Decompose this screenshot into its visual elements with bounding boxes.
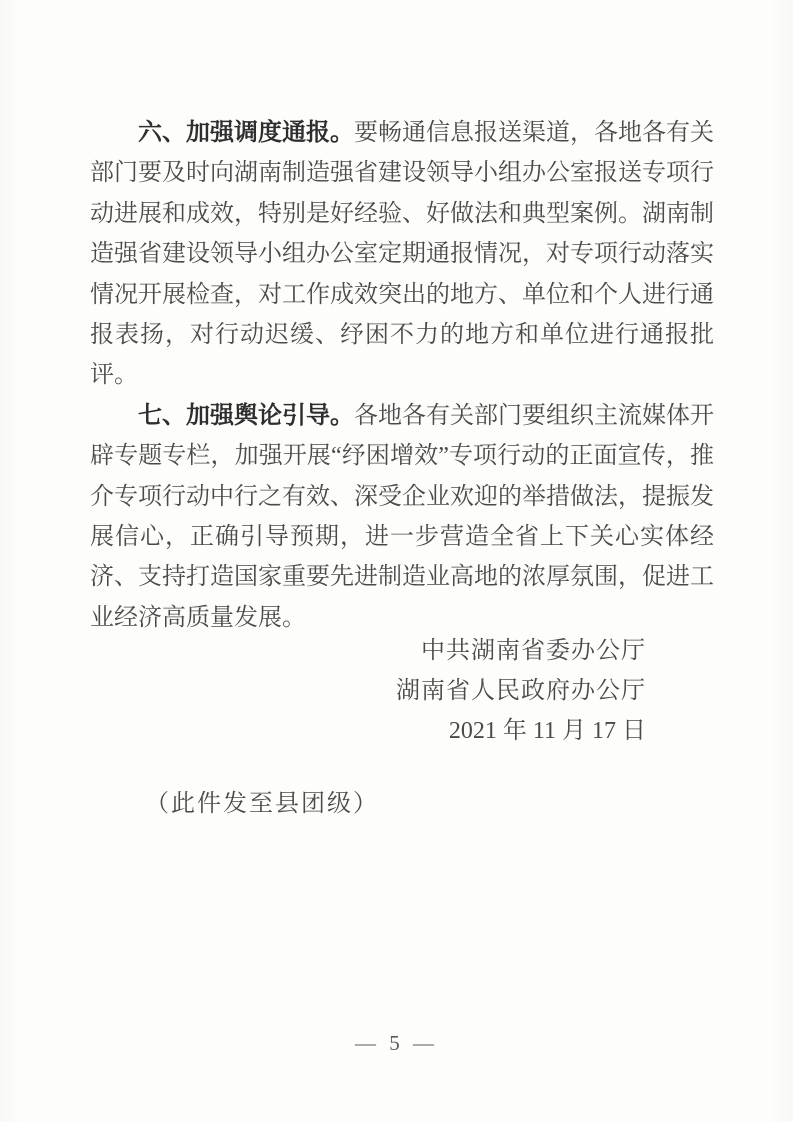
signature-org-government-office: 湖南省人民政府办公厅 (396, 678, 646, 704)
page-number: — 5 — (355, 1031, 438, 1055)
signature-date: 2021 年 11 月 17 日 (448, 718, 646, 744)
signature-org-party-office: 中共湖南省委办公厅 (421, 638, 646, 664)
paragraph-7-heading: 七、加强舆论引导。 (138, 401, 354, 429)
distribution-note: （此件发至县团级） (145, 791, 379, 817)
paragraph-6-text: 要畅通信息报送渠道，各地各有关部门要及时向湖南制造强省建设领导小组办公室报送专项行动进展和成效，特别是好经验、好做法和典型案例。湖南制造强省建设领导小组办公室定期通报情况，对专项行动落实情况开展检查，对工作成效突出的地方、单位和个人进行通报表扬，对行动迟缓、纾困不力的地方和单位进行通报批评。 (90, 120, 714, 389)
paragraph-6-heading: 六、加强调度通报。 (138, 119, 354, 146)
paragraph-section-7 (90, 396, 714, 638)
document-body (90, 113, 714, 638)
signature-block (396, 631, 646, 751)
paragraph-7-text: 各地各有关部门要组织主流媒体开辟专题专栏，加强开展“纾困增效”专项行动的正面宣传，推介专项行动中行之有效、深受企业欢迎的举措做法，提振发展信心，正确引导预期，进一步营造全省上下关心实体经济、支持打造国家重要先进制造业高地的浓厚氛围，促进工业经济高质量发展。 (90, 402, 714, 631)
paragraph-section-6 (90, 113, 714, 396)
